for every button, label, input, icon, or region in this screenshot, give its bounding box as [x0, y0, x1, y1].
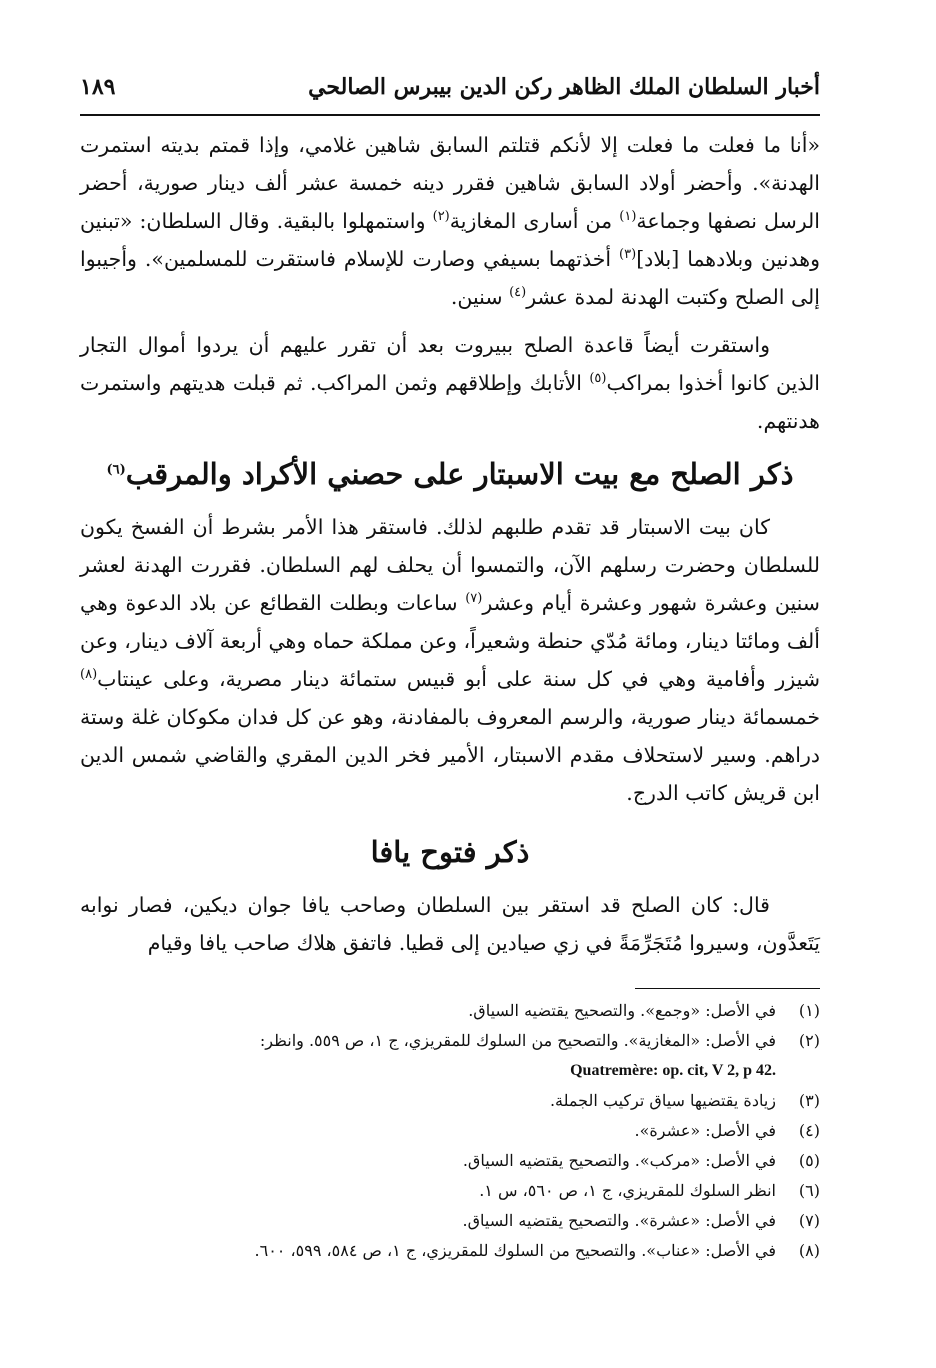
footnote: [80, 1086, 820, 1116]
footnote-ref: (١): [619, 209, 637, 225]
footnote-number: (٥): [798, 1151, 820, 1170]
paragraph: كان بيت الاسبتار قد تقدم طلبهم لذلك. فاستقر هذا الأمر بشرط أن الفسخ يكون للسلطان وحضرت رسلهم الآن، والتمسوا أن يحلف لهم السلطان. فقررت الهدنة لعشر سنين وعشرة شهور وعشرة أيام وعشر$^{(٧)}$ ساعات وبطلت القطائع عن بلاد الدعوة وهي ألف ومائتا دينار، ومائة مُدّي حنطة وشعيراً، وعن مملكة حماه وهي أربعة آلاف دينار، وعن شيزر وأفامية وهي في كل سنة على أبو قبيس ستمائة دينار مصرية، وعلى عينتاب$^{(٨)}$ خمسمائة دينار صورية، والرسم المعروف بالمفادنة، وهو عن كل فدان مكوكان غلة وستة دراهم. وسير لاستحلاف مقدم الاسبتار، الأمير فخر الدين المقري والقاضي شمس الدين ابن قريش كاتب الدرج.: [80, 515, 820, 805]
footnote-number: (٣): [798, 1091, 820, 1110]
footnote-number: (٧): [798, 1211, 820, 1230]
footnote: [80, 1236, 820, 1266]
footnote: [80, 1116, 820, 1146]
footnote-number: (١): [798, 1001, 820, 1020]
footnote-ref: (٧): [465, 591, 483, 607]
footnote-ref: (٤): [509, 285, 527, 301]
section-heading: ذكر فتوح يافا: [370, 835, 530, 869]
footnote-ref: (٦): [106, 462, 126, 478]
footnotes: [80, 996, 820, 1266]
section-3-text: [80, 886, 820, 962]
footnote-number: (٤): [798, 1121, 820, 1140]
footnote-number: (٢): [798, 1031, 820, 1050]
footnote-text: انظر السلوك للمقريزي، ج ١، ص ٥٦٠، س ١.: [479, 1181, 776, 1200]
footnote: [80, 996, 820, 1026]
footnote-text: في الأصل: «عشرة». والتصحيح يقتضيه السياق.: [462, 1211, 776, 1230]
section-1-text: [80, 126, 820, 440]
footnote-ref: (٥): [589, 371, 607, 387]
running-header: [80, 70, 820, 110]
footnote-text: في الأصل: «مركب». والتصحيح يقتضيه السياق.: [462, 1151, 776, 1170]
section-2-text: [80, 508, 820, 812]
footnote-number: (٨): [798, 1241, 820, 1260]
footnote: [80, 1026, 820, 1086]
footnote-number: (٦): [798, 1181, 820, 1200]
footnote-citation: Quatremère: op. cit, V 2, p 42.: [570, 1062, 776, 1079]
footnote-text: زيادة يقتضيها سياق تركيب الجملة.: [549, 1091, 776, 1110]
footnote-divider: [635, 988, 820, 989]
header-rule: [80, 114, 820, 116]
footnote-ref: (٢): [432, 209, 450, 225]
footnote-ref: (٨): [80, 667, 98, 683]
footnote: [80, 1176, 820, 1206]
paragraph: واستقرت أيضاً قاعدة الصلح ببيروت بعد أن تقرر عليهم أن يردوا أموال التجار الذين كانوا أخذوا بمراكب$^{(٥)}$ الأتابك وإطلاقهم وثمن المراكب. ثم قبلت هديتهم واستمرت هدنتهم.: [80, 333, 820, 433]
footnote-ref: (٣): [619, 247, 637, 263]
footnote-text: في الأصل: «عناب». والتصحيح من السلوك للمقريزي، ج ١، ص ٥٨٤، ٥٩٩، ٦٠٠.: [254, 1241, 776, 1260]
footnote-text: في الأصل: «وجمع». والتصحيح يقتضيه السياق.: [468, 1001, 776, 1020]
footnote: [80, 1146, 820, 1176]
running-title: أخبار السلطان الملك الظاهر ركن الدين بيبرس الصالحي: [308, 74, 820, 100]
section-heading: ذكر الصلح مع بيت الاسبتار على حصني الأكراد والمرقب$^{(٦)}$: [106, 457, 794, 491]
footnote: [80, 1206, 820, 1236]
footnote-text: في الأصل: «عشرة».: [634, 1121, 776, 1140]
footnote-text: في الأصل: «المغازية». والتصحيح من السلوك للمقريزي، ج ١، ص ٥٥٩. وانظر:: [259, 1031, 776, 1050]
paragraph: قال: كان الصلح قد استقر بين السلطان وصاحب يافا جوان ديكين، فصار نوابه يَتَعدَّون، وسيروا مُتَجَرِّمَةً في زي صيادين إلى قطيا. فاتفق هلاك صاحب يافا وقيام: [80, 893, 820, 955]
paragraph: «أنا ما فعلت ما فعلت إلا لأنكم قتلتم السابق شاهين غلامي، وإذا قمتم بديته استمرت الهدنة». وأحضر أولاد السابق شاهين فقرر دينه خمسة عشر ألف دينار صورية، أحضر الرسل نصفها وجماعة$^{(١)}$ من أسارى المغازية$^{(٢)}$ واستمهلوا بالبقية. وقال السلطان: «تبنين وهدنين وبلادهما [بلاد]$^{(٣)}$ أخذتهما بسيفي وصارت للإسلام فاستقرت للمسلمين». وأجيبوا إلى الصلح وكتبت الهدنة لمدة عشر$^{(٤)}$ سنين.: [80, 133, 821, 309]
page-number: ١٨٩: [80, 74, 116, 100]
